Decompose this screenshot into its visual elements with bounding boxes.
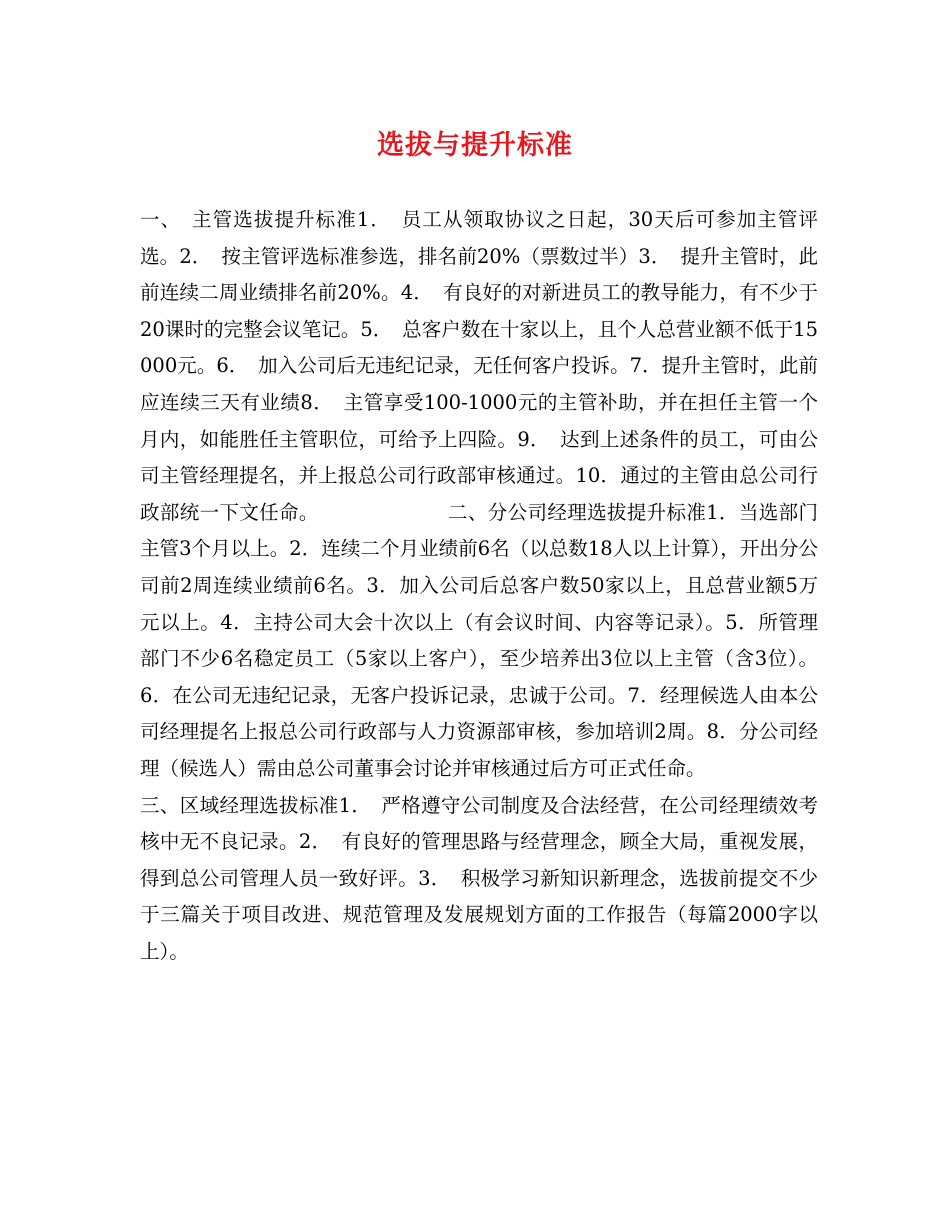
document-title: 选拔与提升标准 bbox=[377, 130, 573, 161]
paragraph-regional-manager: 三、区域经理选拔标准1． 严格遵守公司制度及合法经营，在公司经理绩效考核中无不良记录。2． 有良好的管理思路与经营理念，顾全大局，重视发展，得到总公司管理人员一致好评。3． 积极学习新知识新理念，选拔前提交不少于三篇关于项目改进、规范管理及发展规划方面的工作报告（每篇2000字以上）。 bbox=[140, 793, 818, 963]
paragraph-supervisor-and-branch-manager: 一、 主管选拔提升标准1． 员工从领取协议之日起，30天后可参加主管评选。2． 按主管评选标准参选，排名前20%（票数过半）3． 提升主管时，此前连续二周业绩排名前20%。4． 有良好的对新进员工的教导能力，有不少于20课时的完整会议笔记。5． 总客户数在十家以上，且个人总营业额不低于15000元。6． 加入公司后无违纪记录，无任何客户投诉。7．提升主管时，此前应连续三天有业绩8． 主管享受100-1000元的主管补助，并在担任主管一个月内，如能胜任主管职位，可给予上四险。9． 达到上述条件的员工，可由公司主管经理提名，并上报总公司行政部审核通过。10．通过的主管由总公司行政部统一下文任命。 二、分公司经理选拔提升标准1．当选部门主管3个月以上。2．连续二个月业绩前6名（以总数18人以上计算），开出分公司前2周连续业绩前6名。3．加入公司后总客户数50家以上，且总营业额5万元以上。4．主持公司大会十次以上（有会议时间、内容等记录）。5．所管理部门不少6名稳定员工（5家以上客户），至少培养出3位以上主管（含3位）。6．在公司无违纪记录，无客户投诉记录，忠诚于公司。7．经理候选人由本公司经理提名上报总公司行政部与人力资源部审核，参加培训2周。8．分公司经理（候选人）需由总公司董事会讨论并审核通过后方可正式任命。 bbox=[140, 208, 818, 780]
document-body bbox=[140, 202, 818, 970]
